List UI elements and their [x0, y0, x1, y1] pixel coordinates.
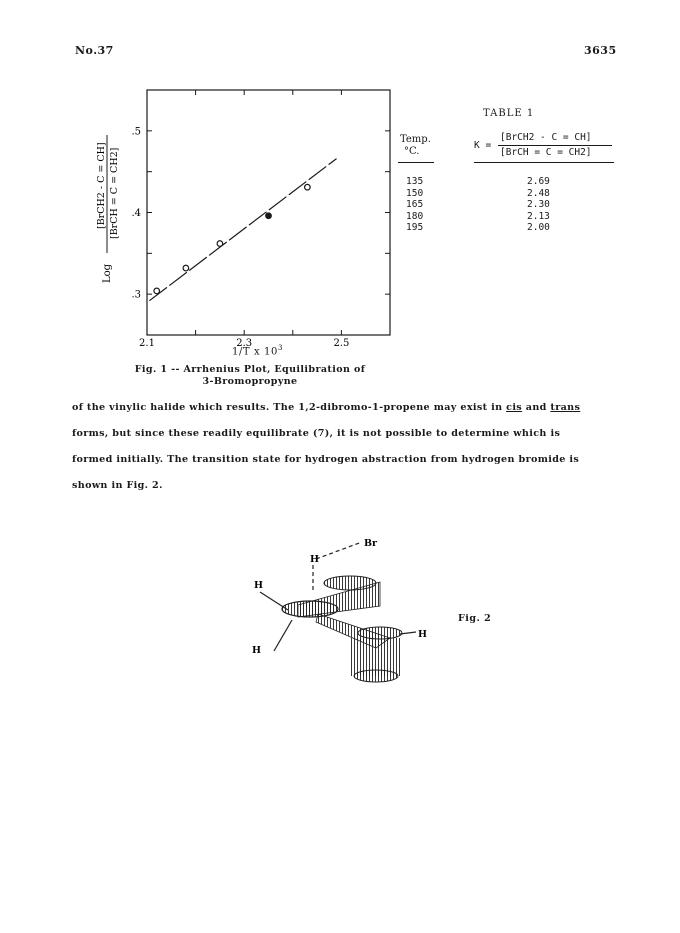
table-cell-temp: 195 — [406, 222, 424, 233]
temp-header-rule — [398, 162, 434, 163]
journal-issue: No.37 — [75, 44, 114, 57]
data-point — [154, 288, 160, 294]
x-axis-label: 1/T x $10^3$ — [232, 344, 283, 358]
page-number: 3635 — [584, 44, 617, 57]
paragraph-line: formed initially. The transition state for hydrogen abstraction from hydrogen bromide is — [72, 454, 580, 465]
cis-term: cis — [506, 402, 523, 413]
k-header-rule — [474, 162, 614, 163]
p-orbital-lobe-bottom — [354, 670, 398, 682]
data-point — [217, 241, 223, 247]
table-cell-temp: 165 — [406, 199, 424, 210]
k-denominator: [BrCH = C = CH2] — [500, 147, 592, 158]
paragraph-line: shown in Fig. 2. — [72, 480, 163, 491]
figure2-caption: Fig. 2 — [458, 613, 492, 624]
table-cell-k: 2.69 — [527, 176, 550, 187]
atom-h-right-label: H — [418, 629, 427, 640]
svg-text:[BrCH = C = CH2]: [BrCH = C = CH2] — [109, 147, 120, 239]
y-tick-label: .5 — [131, 126, 141, 138]
x-tick-label: 2.1 — [139, 338, 155, 349]
k-label: K = — [474, 140, 492, 151]
table-cell-k: 2.48 — [527, 187, 550, 199]
paragraph-line: of the vinylic halide which results. The 1,2-dibromo-1-propene may exist in cis and trans — [72, 402, 581, 413]
trans-term: trans — [550, 402, 581, 413]
transition-state-diagram — [230, 530, 440, 695]
arrhenius-plot — [84, 78, 414, 358]
svg-text:Log: Log — [102, 263, 113, 283]
y-tick-label: .4 — [131, 208, 141, 219]
atom-h-left-lower-label: H — [252, 645, 261, 656]
data-point — [266, 213, 272, 219]
figure1-caption-line2: 3-Bromopropyne — [202, 376, 298, 387]
temp-header-line2: °C. — [404, 146, 420, 157]
k-column — [527, 176, 550, 234]
k-fraction-bar — [498, 145, 612, 146]
bond-c-h-upper-left — [260, 592, 288, 610]
figure1-caption-line1: Fig. 1 -- Arrhenius Plot, Equilibration of — [134, 364, 366, 375]
temp-header-line1: Temp. — [400, 134, 431, 145]
table-cell-k: 2.13 — [527, 210, 550, 222]
table-title: TABLE 1 — [483, 108, 535, 119]
atom-h-top-label: H — [310, 554, 319, 565]
k-numerator: [BrCH2 - C = CH] — [500, 132, 592, 143]
x-tick-label: 2.3 — [236, 338, 253, 349]
table-cell-k: 2.30 — [527, 199, 550, 210]
fit-line — [149, 159, 336, 301]
temp-column — [406, 176, 423, 234]
paragraph-line: forms, but since these readily equilibrate (7), it is not possible to determine which is — [72, 428, 561, 439]
table-cell-temp: 150 — [406, 187, 424, 199]
p-orbital-lobe-right — [358, 627, 402, 639]
atom-br-label: Br — [364, 538, 378, 549]
table-cell-temp: 180 — [406, 210, 424, 222]
y-tick-label: .3 — [131, 289, 141, 301]
data-point — [183, 265, 189, 271]
bond-c-h-lower-left — [274, 620, 292, 651]
data-point — [305, 184, 311, 190]
h-br-partial-bond — [316, 542, 362, 559]
y-axis-label — [96, 135, 120, 283]
atom-h-left-upper-label: H — [254, 580, 263, 591]
table-cell-temp: 135 — [406, 176, 424, 187]
table-cell-k: 2.00 — [527, 222, 550, 233]
svg-text:[BrCH2 - C = CH]: [BrCH2 - C = CH] — [96, 142, 107, 229]
x-tick-label: 2.5 — [333, 338, 350, 349]
